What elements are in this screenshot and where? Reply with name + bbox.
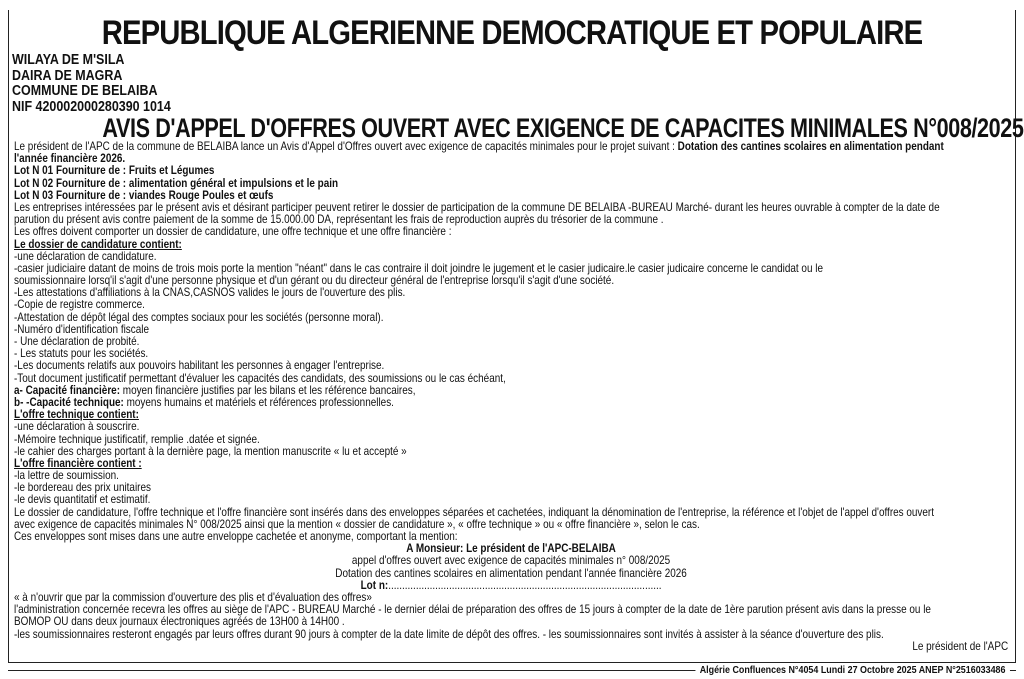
text-segment: - Une déclaration de probité.	[14, 335, 140, 348]
text-segment: moyen financière justifies par les bilans et les référence bancaires,	[120, 383, 416, 397]
text-segment: parution du présent avis contre paiement de la somme de 15.000.00 DA, représentant les frais de reproduction auprès du trésorier de la commune .	[14, 213, 664, 227]
text-segment: -Mémoire technique justificatif, remplie .datée et signée.	[14, 432, 260, 446]
text-segment: -le devis quantitatif et estimatif.	[14, 493, 151, 507]
text-segment: -le bordereau des prix unitaires	[14, 481, 151, 495]
text-segment: appel d'offres ouvert avec exigence de capacités minimales n° 008/2025	[351, 554, 671, 568]
body-line	[14, 641, 1008, 653]
text-segment: BOMOP OU dans deux journaux électroniques agréés de 13H00 à 14H00 .	[14, 615, 345, 629]
text-segment: -casier judiciaire datant de moins de trois mois porte la mention "néant" dans le cas contraire il doit joindre le jugement et le casier judicaire.le casier judicaire concerne le candidat ou le	[14, 261, 823, 275]
text-segment: Dotation des cantines scolaires en alimentation pendant	[677, 140, 944, 153]
text-segment: Ces enveloppes sont mises dans une autre enveloppe cachetée et anonyme, comportant la mention:	[14, 530, 458, 543]
section-heading: L'offre financière contient :	[14, 456, 142, 470]
commune-line: COMMUNE DE BELAIBA	[12, 83, 158, 100]
body-line	[14, 470, 1008, 482]
text-segment: -le cahier des charges portant à la dernière page, la mention manuscrite « lu et accepté »	[14, 444, 407, 458]
administration-block	[12, 53, 171, 116]
body-line	[14, 141, 1008, 153]
text-segment: A Monsieur: Le président de l'APC-BELAIBA	[406, 542, 616, 556]
section-heading: Le dossier de candidature contient:	[14, 237, 182, 251]
text-segment: Le président de l'APC de la commune de BELAIBA lance un Avis d'Appel d'Offres ouvert avec exigence de capacités minimales pour le projet suivant :	[14, 140, 678, 153]
body-line	[14, 324, 1008, 336]
text-segment: -Tout document justificatif permettant d'évaluer les capacités des candidats, des soumissions ou le cas échéant,	[14, 371, 506, 385]
text-segment: Lot N 01 Fourniture de : Fruits et Légumes	[14, 164, 215, 178]
document-title: REPUBLIQUE ALGERIENNE DEMOCRATIQUE ET POPULAIRE	[101, 14, 923, 52]
text-segment: b- -Capacité technique:	[14, 395, 124, 409]
text-segment: « à n'ouvrir que par la commission d'ouverture des plis et d'évaluation des offres»	[14, 590, 372, 604]
text-segment: Le président de l'APC	[912, 639, 1009, 653]
body-line	[14, 239, 1008, 251]
body-line	[14, 482, 1008, 494]
wilaya-line: WILAYA DE M'SILA	[12, 52, 125, 68]
nif-line: NIF 420002000280390 1014	[12, 99, 171, 116]
text-segment: soumissionnaire lorsq'il s'agit d'une personne physique et d'un gérant ou du directeur général de l'entreprise lorsqu'il s'agit d'une société.	[14, 274, 615, 288]
text-segment: moyens humains et matériels et références professionnelles.	[123, 395, 394, 409]
body-line	[14, 446, 1008, 458]
text-segment: -Numéro d'identification fiscale	[14, 322, 149, 336]
text-segment: Les offres doivent comporter un dossier de candidature, une offre technique et une offre financière :	[14, 225, 452, 239]
text-segment: Lot n:	[360, 578, 389, 592]
text-segment: a- Capacité financière:	[14, 383, 121, 397]
body-line	[14, 629, 1008, 641]
text-segment: l'année financière 2026.	[14, 152, 126, 166]
body-line	[14, 312, 1008, 324]
text-segment: ...................................................................................................	[388, 578, 662, 592]
body-line	[14, 336, 1008, 348]
text-segment: Le dossier de candidature, l'offre technique et l'offre financière sont insérés dans des enveloppes séparées et cachetées, indiquant la dénomination de l'entreprise, la référence et l'objet de l'appel d'offres ouvert	[14, 505, 935, 519]
notice-subtitle: AVIS D'APPEL D'OFFRES OUVERT AVEC EXIGENCE DE CAPACITES MINIMALES N°008/2025	[102, 113, 1024, 143]
body-line	[14, 397, 1008, 409]
section-heading: L'offre technique contient:	[14, 408, 139, 422]
daira-line: DAIRA DE MAGRA	[12, 67, 123, 84]
notice-body	[14, 141, 1008, 653]
text-segment: Lot N 02 Fourniture de : alimentation général et impulsions et le pain	[14, 176, 339, 190]
text-segment: -Copie de registre commerce.	[14, 298, 145, 312]
text-segment: -une déclaration à souscrire.	[14, 420, 140, 434]
text-segment: Dotation des cantines scolaires en alimentation pendant l'année financière 2026	[335, 566, 687, 580]
text-segment: -les soumissionnaires resteront engagés par leurs offres durant 90 jours à compter de la date limite de dépôt des offres. - les soumissionnaires sont invités à assister à la séance d'ouverture des plis.	[14, 627, 884, 641]
text-segment: -Attestation de dépôt légal des comptes sociaux pour les sociétés (personne moral).	[14, 310, 384, 324]
text-segment: Les entreprises intéressées par le présent avis et désirant participer peuvent retirer le dossier de participation de la commune DE BELAIBA -BUREAU Marché- durant les heures ouvrable à compter de la date de	[14, 200, 940, 214]
text-segment: -Les documents relatifs aux pouvoirs habilitant les personnes à engager l'entreprise.	[14, 359, 385, 373]
text-segment: -Les attestations d'affiliations à la CNAS,CASNOS valides le jours de l'ouverture des plis.	[14, 286, 406, 300]
body-line	[14, 458, 1008, 470]
body-line	[14, 409, 1008, 421]
text-segment: -une déclaration de candidature.	[14, 249, 157, 263]
text-segment: - Les statuts pour les sociétés.	[14, 347, 149, 361]
text-segment: l'administration concernée recevra les offres au siège de l'APC - BUREAU Marché - le dernier délai de préparation des offres de 15 jours à compter de la date de 1ère parution présent avis dans la presse ou le	[14, 603, 931, 617]
text-segment: avec exigence de capacités minimales N° 008/2025 ainsi que la mention « dossier de candidature », « offre technique » ou « offre financière », selon le cas.	[14, 517, 700, 531]
body-line	[14, 287, 1008, 299]
publication-footer: Algérie Confluences N°4054 Lundi 27 Octobre 2025 ANEP N°2516033486	[696, 664, 1010, 676]
text-segment: -la lettre de soumission.	[14, 469, 119, 483]
text-segment: Lot N 03 Fourniture de : viandes Rouge Poules et œufs	[14, 188, 274, 202]
